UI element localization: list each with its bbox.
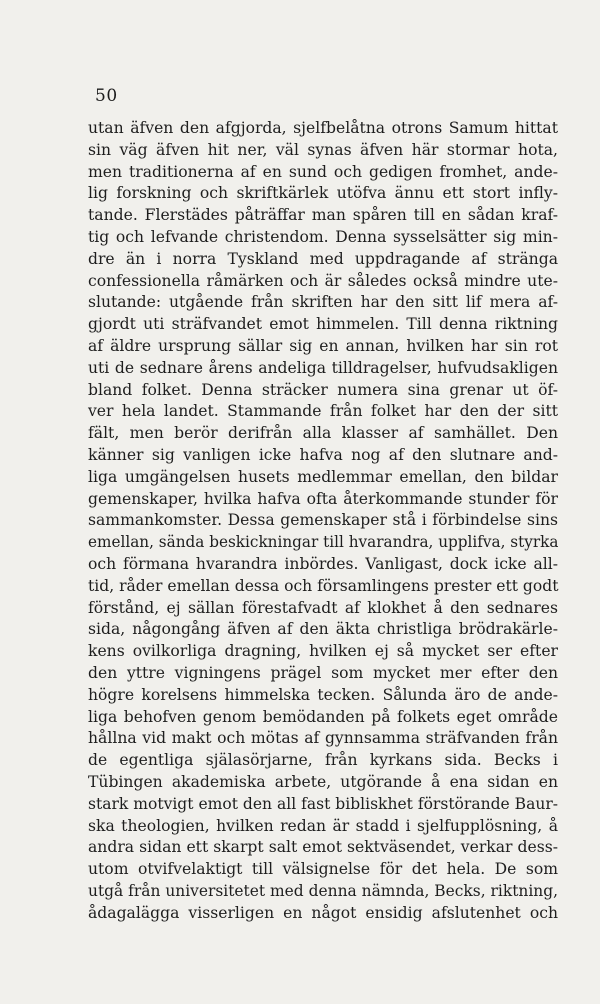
text-line: tid, råder emellan dessa och församlingens prester ett godt — [88, 576, 559, 595]
text-line: ska theologien, hvilken redan är stadd i sjelfupplösning, å — [88, 816, 558, 835]
text-line: den yttre vigningens prägel som mycket mer efter den — [88, 663, 558, 682]
text-line: fält, men berör derifrån alla klasser af samhället. Den — [88, 424, 558, 443]
text-line: högre korelsens himmelska tecken. Sålunda äro de ande- — [88, 685, 558, 704]
text-line: gemenskaper, hvilka hafva ofta återkommande stunder för — [88, 489, 558, 508]
text-line: af äldre ursprung sällar sig en annan, hvilken har sin rot — [88, 336, 558, 355]
text-line: slutande: utgående från skriften har den sitt lif mera af- — [88, 293, 558, 312]
text-line: utgå från universitetet med denna nämnda, Becks, riktning, — [88, 881, 559, 900]
page-number: 50 — [95, 86, 118, 106]
body-text — [88, 118, 558, 924]
text-line: gjordt uti sträfvandet emot himmelen. Till denna riktning — [88, 315, 558, 334]
text-line: sin väg äfven hit ner, väl synas äfven här stormar hota, — [88, 140, 558, 159]
text-line: de egentliga själasörjarne, från kyrkans sida. Becks i — [88, 751, 558, 770]
text-line: andra sidan ett skarpt salt emot sektväsendet, verkar dess- — [88, 838, 558, 857]
text-line: och förmana hvarandra inbördes. Vanligast, dock icke all- — [88, 554, 558, 573]
text-line: ådagalägga visserligen en något ensidig afslutenhet och — [88, 903, 558, 922]
text-line: hållna vid makt och mötas af gynnsamma sträfvanden från — [88, 729, 558, 748]
text-line: ver hela landet. Stammande från folket har den der sitt — [88, 402, 558, 421]
text-line: kens ovilkorliga dragning, hvilken ej så mycket ser efter — [88, 642, 558, 661]
text-line: liga behofven genom bemödanden på folkets eget område — [88, 707, 558, 726]
text-line: stark motvigt emot den all fast bibliskhet förstörande Baur- — [88, 794, 559, 813]
text-line: Tübingen akademiska arbete, utgörande å ena sidan en — [88, 772, 558, 791]
text-line: känner sig vanligen icke hafva nog af den slutnare and- — [88, 445, 558, 464]
text-line: emellan, sända beskickningar till hvarandra, upplifva, styrka — [88, 533, 559, 552]
text-line: förstånd, ej sällan förestafvadt af klokhet å den sednares — [88, 598, 558, 617]
text-line: dre än i norra Tyskland med uppdragande af stränga — [88, 249, 558, 268]
text-line: utan äfven den afgjorda, sjelfbelåtna otrons Samum hittat — [88, 119, 558, 137]
text-line: liga umgängelsen husets medlemmar emellan, den bildar — [88, 467, 558, 486]
text-line: tande. Flerstädes påträffar man spåren till en sådan kraf- — [88, 206, 558, 225]
text-line: tig och lefvande christendom. Denna sysselsätter sig min- — [88, 227, 558, 246]
text-line: uti de sednare årens andeliga tilldragelser, hufvudsakligen — [88, 358, 558, 377]
text-line: confessionella råmärken och är således också mindre ute- — [88, 271, 558, 290]
text-line: men traditionerna af en sund och gedigen fromhet, ande- — [88, 162, 558, 181]
text-line: utom otvifvelaktigt till välsignelse för det hela. De som — [88, 860, 558, 879]
text-line: sammankomster. Dessa gemenskaper stå i förbindelse sins — [88, 511, 558, 530]
text-line: sida, någongång äfven af den äkta christliga brödrakärle- — [88, 620, 558, 639]
text-line: lig forskning och skriftkärlek utöfva ännu ett stort infly- — [88, 184, 558, 203]
text-line: bland folket. Denna sträcker numera sina grenar ut öf- — [88, 380, 558, 399]
